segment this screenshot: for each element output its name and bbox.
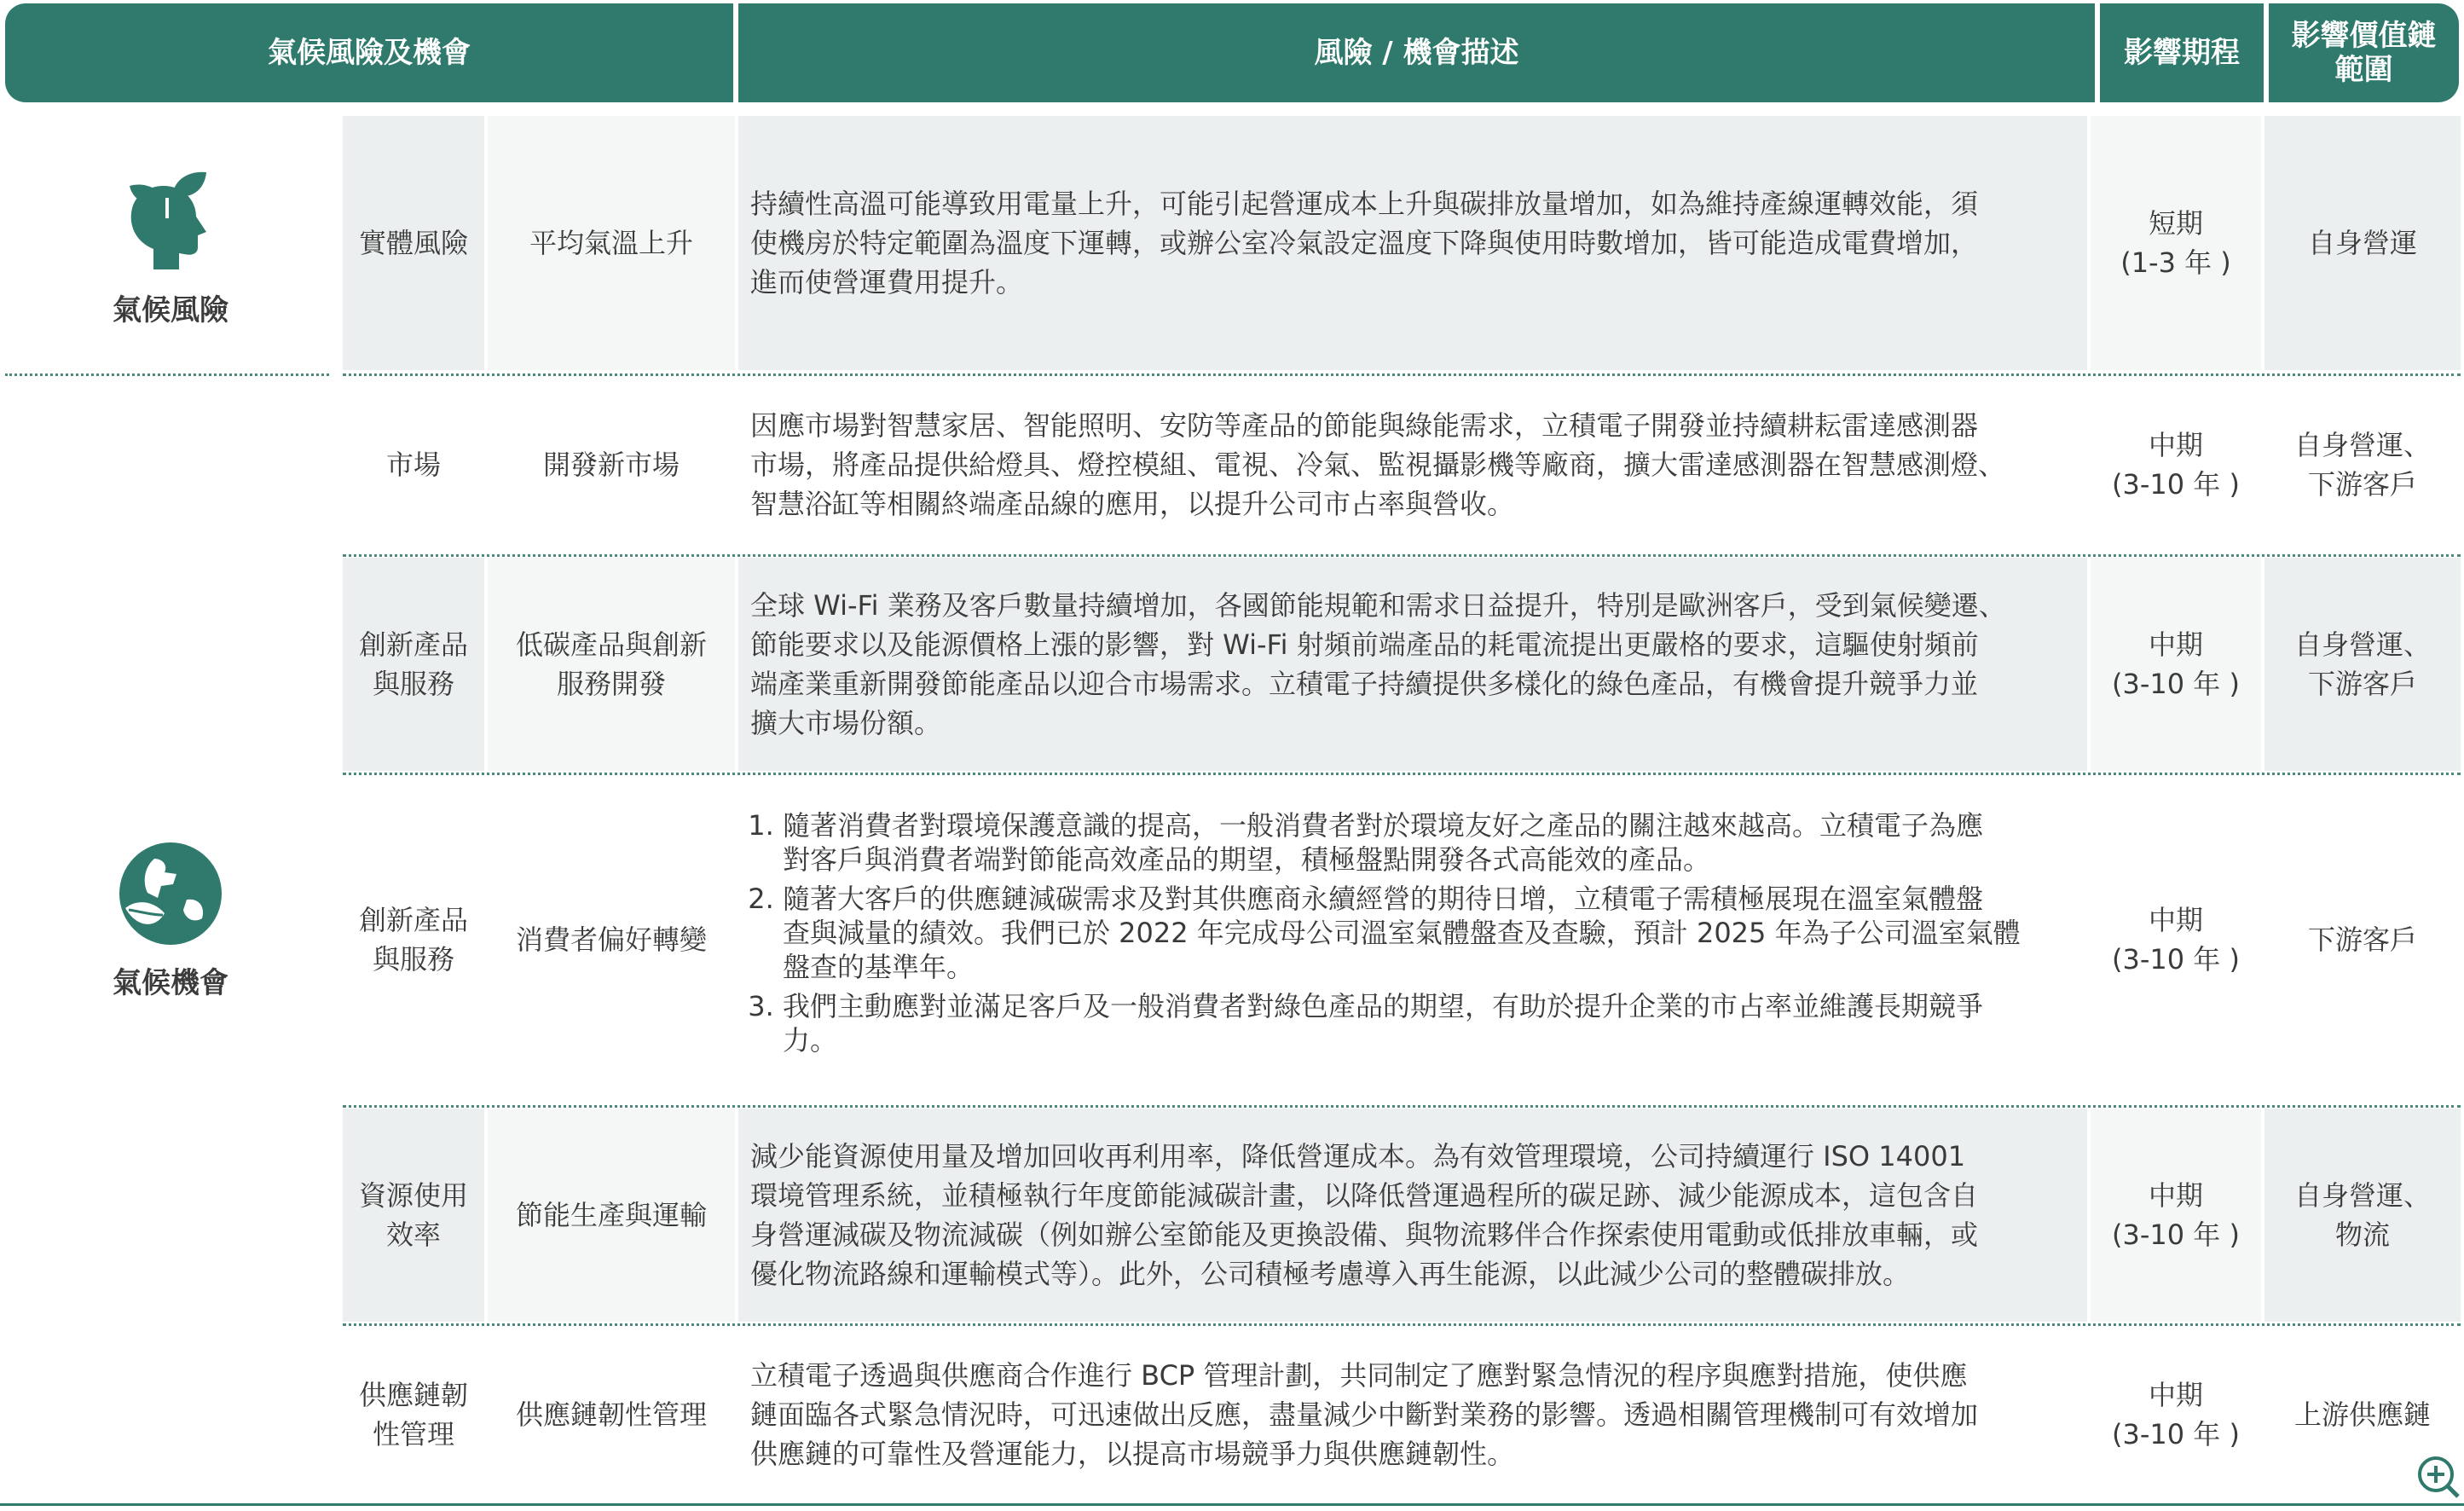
climate-opportunity-label: 氣候機會 [113, 966, 228, 1000]
row-3-item: 低碳產品與創新 服務開發 [488, 558, 735, 771]
climate-risk-label: 氣候風險 [113, 293, 228, 327]
header-scope [2269, 3, 2459, 102]
row-2-category: 市場 [343, 377, 484, 553]
row-2-period: 中期 (3-10 年 ) [2091, 377, 2261, 553]
row-4-description [738, 776, 2087, 1103]
group-divider [5, 373, 329, 376]
table-bottom-border [0, 1503, 2464, 1506]
header-climate-risk-opportunity: 氣候風險及機會 [268, 36, 471, 70]
list-item: 2. 隨著大客戶的供應鏈減碳需求及對其供應商永續經營的期待日增，立積電子需積極展現在溫室氣體盤 查與減量的績效。我們已於 2022 年完成母公司溫室氣體盤查及查驗，預計 2025 年為子公司溫室氣體 盤查的基準年。 [783, 882, 2070, 984]
globe-leaf-icon [117, 840, 224, 947]
row-1-description: 持續性高溫可能導致用電量上升，可能引起營運成本上升與碳排放量增加，如為維持產線運轉效能，須 使機房於特定範圍為溫度下運轉，或辦公室冷氣設定溫度下降與使用時數增加，皆可能造成電費增加， 進而使營運費用提升。 [738, 116, 2087, 370]
row-6-period: 中期 (3-10 年 ) [2091, 1327, 2261, 1502]
row-6-scope: 上游供應鏈 [2264, 1327, 2461, 1502]
row-divider [343, 1105, 2461, 1108]
row-1-item: 平均氣溫上升 [488, 116, 735, 370]
row-5-scope: 自身營運、 物流 [2264, 1109, 2461, 1322]
row-divider [343, 1323, 2461, 1326]
row-5-period: 中期 (3-10 年 ) [2091, 1109, 2261, 1322]
row-divider [343, 554, 2461, 557]
zoom-in-icon[interactable] [2415, 1454, 2460, 1498]
header-scope-line1: 影響價值鏈 [2291, 19, 2437, 53]
row-3-description: 全球 Wi-Fi 業務及客戶數量持續增加，各國節能規範和需求日益提升，特別是歐洲客戶，受到氣候變遷、 節能要求以及能源價格上漲的影響，對 Wi-Fi 射頻前端產品的耗電流提出更嚴格的要求，這驅使射頻前 端產業重新開發節能產品以迎合市場需求。立積電子持續提供多樣化的綠色產品，有機會提升競爭力並 擴大市場份額。 [738, 558, 2087, 771]
row-2-item: 開發新市場 [488, 377, 735, 553]
header-description: 風險 / 機會描述 [1314, 36, 1519, 70]
row-6-description: 立積電子透過與供應商合作進行 BCP 管理計劃，共同制定了應對緊急情況的程序與應對措施，使供應 鏈面臨各式緊急情況時，可迅速做出反應，盡量減少中斷對業務的影響。透過相關管理機制可有效增加 供應鏈的可靠性及營運能力，以提高市場競爭力與供應鏈韌性。 [738, 1327, 2087, 1502]
climate-opportunity-group [68, 840, 273, 1001]
row-1-scope: 自身營運 [2264, 116, 2461, 370]
table-header [5, 3, 2459, 102]
head-leaf-icon [119, 167, 222, 275]
row-2-scope: 自身營運、 下游客戶 [2264, 377, 2461, 553]
list-item: 1. 隨著消費者對環境保護意識的提高，一般消費者對於環境友好之產品的關注越來越高。立積電子為應 對客戶與消費者端對節能高效產品的期望，積極盤點開發各式高能效的產品。 [783, 808, 2070, 877]
row-4-scope: 下游客戶 [2264, 776, 2461, 1103]
row-5-item: 節能生產與運輸 [488, 1109, 735, 1322]
climate-risk-group [68, 167, 273, 328]
row-5-description: 減少能資源使用量及增加回收再利用率，降低營運成本。為有效管理環境，公司持續運行 ISO 14001 環境管理系統，並積極執行年度節能減碳計畫，以降低營運過程所的碳足跡、減少能源成本，這包含自 身營運減碳及物流減碳（例如辦公室節能及更換設備、與物流夥伴合作探索使用電動或低排放車輛，或 優化物流路線和運輸模式等）。此外，公司積極考慮導入再生能源，以此減少公司的整體碳排放。 [738, 1109, 2087, 1322]
header-scope-line2: 範圍 [2334, 53, 2393, 87]
row-6-item: 供應鏈韌性管理 [488, 1327, 735, 1502]
row-divider [343, 373, 2461, 376]
row-4-category: 創新產品 與服務 [343, 776, 484, 1103]
row-5-category: 資源使用 效率 [343, 1109, 484, 1322]
row-6-category: 供應鏈韌 性管理 [343, 1327, 484, 1502]
row-2-description: 因應市場對智慧家居、智能照明、安防等產品的節能與綠能需求，立積電子開發並持續耕耘雷達感測器 市場，將產品提供給燈具、燈控模組、電視、冷氣、監視攝影機等廠商，擴大雷達感測器在智慧感測燈、 智慧浴缸等相關終端產品線的應用，以提升公司市占率與營收。 [738, 377, 2087, 553]
row-3-period: 中期 (3-10 年 ) [2091, 558, 2261, 771]
header-period: 影響期程 [2124, 36, 2240, 70]
row-1-period: 短期 (1-3 年 ) [2091, 116, 2261, 370]
row-divider [343, 773, 2461, 775]
row-4-period: 中期 (3-10 年 ) [2091, 776, 2261, 1103]
row-1-category: 實體風險 [343, 116, 484, 370]
row-4-item: 消費者偏好轉變 [488, 776, 735, 1103]
row-3-category: 創新產品 與服務 [343, 558, 484, 771]
list-item: 3. 我們主動應對並滿足客戶及一般消費者對綠色產品的期望，有助於提升企業的市占率並維護長期競爭 力。 [783, 989, 2070, 1057]
row-3-scope: 自身營運、 下游客戶 [2264, 558, 2461, 771]
